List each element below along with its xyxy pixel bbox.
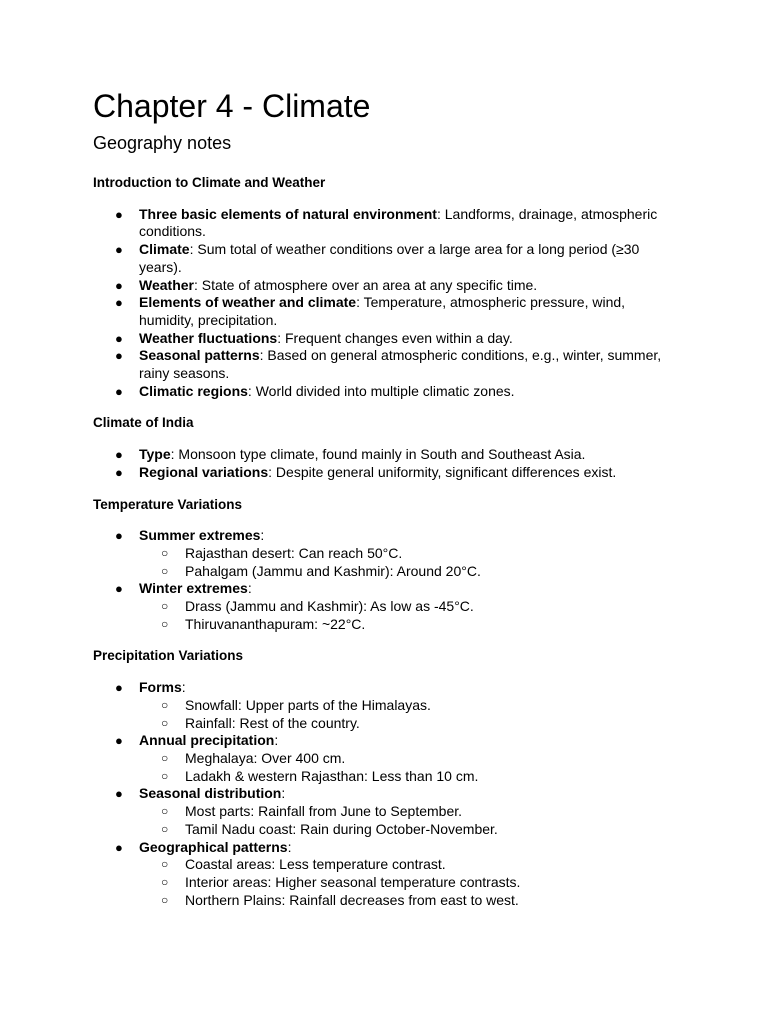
sub-list-item [139,803,679,821]
page-title: Chapter 4 - Climate [93,88,371,124]
item-text: : Despite general uniformity, significant differences exist. [268,463,617,480]
list-item [93,839,679,910]
sub-item-text: Pahalgam (Jammu and Kashmir): Around 20°C. [185,562,481,579]
section-climate-of-india [93,414,693,481]
sub-list [139,803,679,838]
circle-bullet-icon: ○ [161,599,169,614]
sub-item-text: Rajasthan desert: Can reach 50°C. [185,544,403,561]
item-term: Annual precipitation [139,732,275,749]
bullet-icon: ● [115,447,123,463]
item-term: Type [139,446,171,463]
item-text: : [281,785,286,802]
circle-bullet-icon: ○ [161,768,169,783]
bullet-icon: ● [115,839,123,855]
bullet-icon: ● [115,528,123,544]
item-term: Climate [139,241,190,258]
item-term: Three basic elements of natural environment [139,205,437,222]
sub-list-item [139,821,679,839]
bullet-icon: ● [115,277,123,293]
section-precipitation-variations [93,647,693,909]
sub-item-text: Coastal areas: Less temperature contrast. [185,856,446,873]
section-temperature-variations [93,496,693,634]
bullet-icon: ● [115,464,123,480]
list-item [93,732,679,785]
bullet-icon: ● [115,330,123,346]
item-term: Winter extremes [139,580,248,597]
item-term: Forms [139,679,182,696]
list-item [93,383,679,401]
sub-item-text: Thiruvananthapuram: ~22°C. [185,615,366,632]
sub-item-text: Tamil Nadu coast: Rain during October-November. [185,820,498,837]
item-text: : Based on general atmospheric conditions, e.g., winter, summer, rainy seasons. [139,347,662,382]
bullet-list [93,446,693,481]
list-item [93,464,679,482]
item-term: Regional variations [139,463,269,480]
bullet-icon: ● [115,348,123,364]
circle-bullet-icon: ○ [161,821,169,836]
circle-bullet-icon: ○ [161,697,169,712]
list-item [93,446,679,464]
bullet-list [93,527,693,633]
circle-bullet-icon: ○ [161,545,169,560]
list-item [93,277,679,295]
sub-list-item [139,874,679,892]
sub-list-item [139,715,679,733]
bullet-icon: ● [115,383,123,399]
item-text: : State of atmosphere over an area at any specific time. [193,276,538,293]
item-text: : Sum total of weather conditions over a large area for a long period (≥30 years). [139,241,640,275]
item-term: Seasonal patterns [139,347,260,364]
sub-item-text: Northern Plains: Rainfall decreases from east to west. [185,891,519,908]
sub-list-item [139,750,679,768]
circle-bullet-icon: ○ [161,874,169,889]
item-term: Seasonal distribution [139,785,282,802]
bullet-icon: ● [115,786,123,802]
section-heading: Climate of India [93,415,194,431]
sub-item-text: Drass (Jammu and Kashmir): As low as -45°C. [185,598,474,615]
sub-list [139,697,679,732]
item-term: Weather [139,276,194,293]
document-body [93,174,693,923]
circle-bullet-icon: ○ [161,563,169,578]
sub-list-item [139,545,679,563]
sub-list-item [139,616,679,634]
circle-bullet-icon: ○ [161,892,169,907]
item-text: : [260,527,265,544]
sub-list [139,545,679,580]
sub-item-text: Most parts: Rainfall from June to September. [185,803,463,820]
item-term: Weather fluctuations [139,329,278,346]
sub-list [139,598,679,633]
section-heading: Introduction to Climate and Weather [93,175,326,190]
list-item [93,527,679,580]
item-text: : [274,732,279,749]
item-term: Elements of weather and climate [139,294,357,311]
item-text: : Landforms, drainage, atmospheric conditions. [139,205,658,240]
list-item [93,679,679,732]
list-item [93,347,679,382]
page-subtitle: Geography notes [93,133,232,153]
list-item [93,206,679,241]
item-text: : [181,679,186,696]
section-introduction [93,174,693,400]
item-term: Geographical patterns [139,838,288,855]
list-item [93,580,679,633]
item-term: Climatic regions [139,382,248,399]
sub-list [139,750,679,785]
circle-bullet-icon: ○ [161,616,169,631]
bullet-icon: ● [115,581,123,597]
sub-item-text: Interior areas: Higher seasonal temperature contrasts. [185,873,521,890]
bullet-icon: ● [115,733,123,749]
list-item [93,785,679,838]
list-item [93,294,679,329]
item-text: : [287,838,292,855]
item-text: : World divided into multiple climatic zones. [247,382,515,399]
section-heading: Precipitation Variations [93,648,244,664]
circle-bullet-icon: ○ [161,750,169,765]
sub-list-item [139,856,679,874]
bullet-icon: ● [115,680,123,696]
bullet-list [93,679,693,909]
list-item [93,330,679,348]
circle-bullet-icon: ○ [161,857,169,872]
circle-bullet-icon: ○ [161,715,169,730]
sub-list-item [139,598,679,616]
sub-item-text: Snowfall: Upper parts of the Himalayas. [185,696,431,713]
sub-item-text: Rainfall: Rest of the country. [185,714,360,731]
item-text: : Frequent changes even within a day. [277,329,513,346]
item-term: Summer extremes [139,527,261,544]
bullet-list [93,206,693,401]
sub-list-item [139,563,679,581]
list-item [93,241,679,276]
item-text: : Temperature, atmospheric pressure, wind, humidity, precipitation. [139,294,626,328]
circle-bullet-icon: ○ [161,804,169,819]
sub-list-item [139,768,679,786]
bullet-icon: ● [115,295,123,311]
sub-list-item [139,892,679,910]
bullet-icon: ● [115,206,123,222]
item-text: : [247,580,252,597]
sub-item-text: Meghalaya: Over 400 cm. [185,749,346,766]
sub-list [139,856,679,909]
sub-list-item [139,697,679,715]
section-heading: Temperature Variations [93,496,243,512]
bullet-icon: ● [115,242,123,258]
item-text: : Monsoon type climate, found mainly in South and Southeast Asia. [170,446,586,463]
sub-item-text: Ladakh & western Rajasthan: Less than 10 cm. [185,767,479,784]
